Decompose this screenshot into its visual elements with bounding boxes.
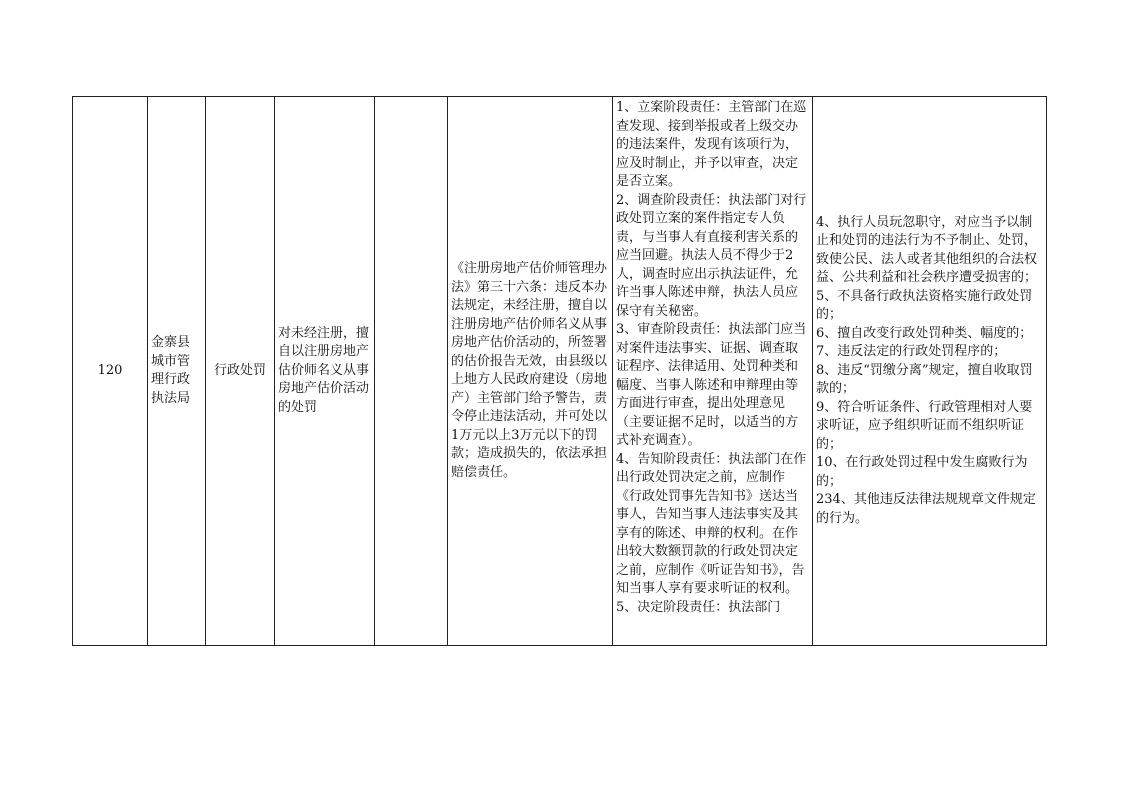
legal-basis-cell bbox=[448, 97, 613, 646]
responsibility-clip bbox=[616, 97, 809, 645]
accountability-item: 6、擅自改变行政处罚种类、幅度的； bbox=[816, 325, 1033, 341]
responsibility-item: 1、立案阶段责任：主管部门在巡查发现、接到举报或者上级交办的违法案件，发现有该项行为，应及时制止，并予以审查，决定是否立案。 bbox=[616, 100, 807, 189]
row-number-cell bbox=[73, 97, 148, 646]
responsibility-item: 4、告知阶段责任：执法部门在作出行政处罚决定之前，应制作《行政处罚事先告知书》送达当事人，告知当事人违法事实及其享有的陈述、申辩的权利。在作出较大数额罚款的行政处罚决定之前，应制作《听证告知书》，告知当事人享有要求听证的权利。 bbox=[616, 451, 807, 596]
responsibility-list bbox=[616, 97, 809, 617]
accountability-cell bbox=[813, 97, 1047, 646]
accountability-list bbox=[816, 214, 1043, 529]
power-type-cell bbox=[206, 97, 275, 646]
responsibility-item: 2、调查阶段责任：执法部门对行政处罚立案的案件指定专人负责，与当事人有直接利害关系的应当回避。执法人员不得少于2人，调查时应出示执法证件，允许当事人陈述申辩，执法人员应保守有关秘密。 bbox=[616, 192, 807, 319]
power-name-cell bbox=[275, 97, 375, 646]
responsibility-item: 3、审查阶段责任：执法部门应当对案件违法事实、证据、调查取证程序、法律适用、处罚种类和幅度、当事人陈述和申辩理由等方面进行审查，提出处理意见（主要证据不足时，以适当的方式补充调查）。 bbox=[616, 322, 807, 448]
responsibility-item: 5、决定阶段责任：执法部门 bbox=[616, 599, 781, 615]
power-type: 行政处罚 bbox=[213, 362, 266, 378]
accountability-item: 234、其他违反法律法规规章文件规定的行为。 bbox=[816, 492, 1036, 526]
legal-basis-text: 《注册房地产估价师管理办法》第三十六条：违反本办法规定，未经注册，擅自以注册房地产估价师名义从事房地产估价活动的，所签署的估价报告无效，由县级以上地方人民政府建设（房地产）主管部门给予警告，责令停止违法活动，并可处以1万元以上3万元以下的罚款；造成损失的，依法承担赔偿责任。 bbox=[451, 261, 608, 480]
responsibility-cell bbox=[613, 97, 813, 646]
accountability-item: 9、符合听证条件、行政管理相对人要求听证，应予组织听证而不组织听证的； bbox=[816, 399, 1033, 452]
accountability-item: 5、不具备行政执法资格实施行政处罚的； bbox=[816, 288, 1033, 323]
table-row bbox=[73, 97, 1047, 646]
accountability-item: 10、在行政处罚过程中发生腐败行为的； bbox=[816, 455, 1028, 489]
power-list-table bbox=[72, 96, 1047, 646]
department-cell bbox=[148, 97, 206, 646]
row-number: 120 bbox=[97, 362, 123, 378]
power-name: 对未经注册，擅自以注册房地产估价师名义从事房地产估价活动的处罚 bbox=[278, 325, 370, 415]
sub-item-cell bbox=[375, 97, 448, 646]
department-name: 金寨县城市管理行政执法局 bbox=[151, 335, 191, 406]
accountability-item: 8、违反“罚缴分离”规定，擅自收取罚款的； bbox=[816, 362, 1033, 397]
accountability-item: 4、执行人员玩忽职守，对应当予以制止和处罚的违法行为不予制止、处罚，致使公民、法人或者其他组织的合法权益、公共利益和社会秩序遭受损害的； bbox=[816, 214, 1038, 286]
accountability-item: 7、违反法定的行政处罚程序的； bbox=[816, 344, 1007, 360]
